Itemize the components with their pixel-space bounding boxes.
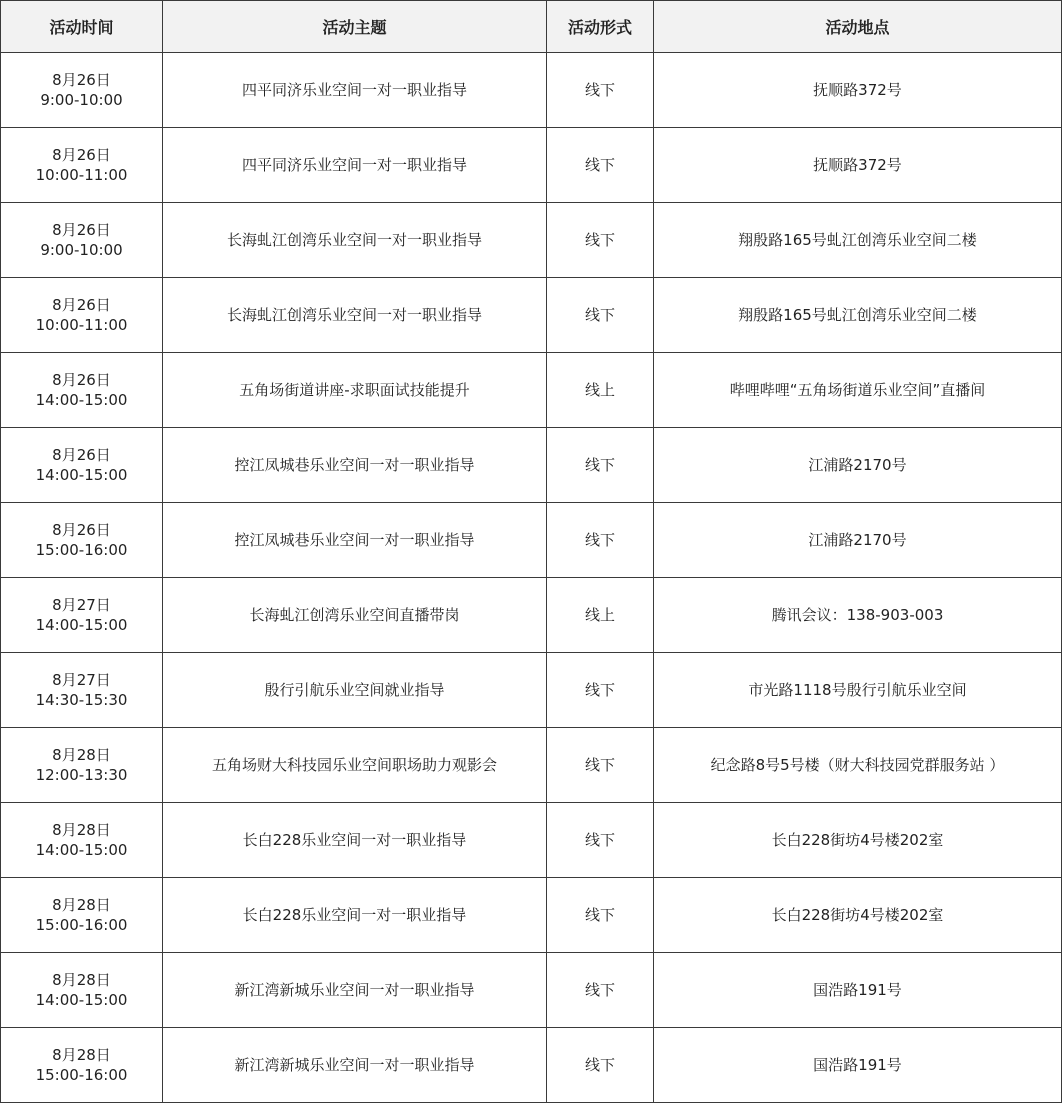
cell-time [1,128,163,203]
cell-time [1,503,163,578]
table-row [1,803,1062,878]
cell-topic: 长白228乐业空间一对一职业指导 [163,803,547,878]
activity-time-range: 12:00-13:30 [35,766,128,784]
cell-place: 国浩路191号 [654,1028,1062,1103]
cell-time [1,203,163,278]
cell-form: 线下 [547,203,654,278]
cell-topic: 长白228乐业空间一对一职业指导 [163,878,547,953]
cell-place: 江浦路2170号 [654,503,1062,578]
table-row [1,428,1062,503]
activity-date: 8月28日 [52,971,111,989]
cell-form: 线下 [547,428,654,503]
cell-form: 线下 [547,728,654,803]
cell-form: 线下 [547,278,654,353]
cell-topic: 控江凤城巷乐业空间一对一职业指导 [163,428,547,503]
cell-form: 线下 [547,653,654,728]
table-row [1,953,1062,1028]
cell-place: 纪念路8号5号楼（财大科技园党群服务站 ） [654,728,1062,803]
table-row [1,53,1062,128]
cell-place: 长白228街坊4号楼202室 [654,878,1062,953]
cell-place: 长白228街坊4号楼202室 [654,803,1062,878]
activity-date: 8月26日 [52,296,111,314]
activity-date: 8月28日 [52,896,111,914]
activity-date: 8月28日 [52,821,111,839]
activity-time-range: 14:00-15:00 [35,466,128,484]
cell-topic: 新江湾新城乐业空间一对一职业指导 [163,1028,547,1103]
table-row [1,1028,1062,1103]
table-header [1,1,1062,53]
cell-topic: 控江凤城巷乐业空间一对一职业指导 [163,503,547,578]
cell-form: 线下 [547,878,654,953]
table-row [1,203,1062,278]
activity-time-range: 9:00-10:00 [40,241,123,259]
cell-form: 线下 [547,53,654,128]
activity-time-range: 14:00-15:00 [35,991,128,1009]
activity-date: 8月26日 [52,146,111,164]
cell-time [1,278,163,353]
activity-date: 8月26日 [52,71,111,89]
activity-date: 8月27日 [52,596,111,614]
cell-time [1,1028,163,1103]
cell-time [1,653,163,728]
cell-time [1,578,163,653]
activity-date: 8月28日 [52,746,111,764]
cell-time [1,953,163,1028]
table-row [1,728,1062,803]
activity-time-range: 15:00-16:00 [35,541,128,559]
cell-topic: 殷行引航乐业空间就业指导 [163,653,547,728]
cell-topic: 新江湾新城乐业空间一对一职业指导 [163,953,547,1028]
table-row [1,578,1062,653]
table-row [1,503,1062,578]
cell-place: 翔殷路165号虬江创湾乐业空间二楼 [654,278,1062,353]
header-form: 活动形式 [547,1,654,53]
cell-time [1,428,163,503]
cell-time [1,353,163,428]
cell-form: 线下 [547,503,654,578]
cell-place: 抚顺路372号 [654,53,1062,128]
cell-form: 线上 [547,578,654,653]
table-row [1,128,1062,203]
table-row [1,353,1062,428]
header-row [1,1,1062,53]
activity-date: 8月26日 [52,371,111,389]
cell-topic: 五角场街道讲座-求职面试技能提升 [163,353,547,428]
cell-time [1,53,163,128]
cell-form: 线下 [547,803,654,878]
cell-form: 线下 [547,128,654,203]
activity-time-range: 9:00-10:00 [40,91,123,109]
table-row [1,653,1062,728]
activity-date: 8月26日 [52,521,111,539]
cell-time [1,803,163,878]
cell-form: 线上 [547,353,654,428]
table-row [1,878,1062,953]
cell-form: 线下 [547,1028,654,1103]
cell-topic: 四平同济乐业空间一对一职业指导 [163,53,547,128]
activity-time-range: 14:00-15:00 [35,391,128,409]
cell-time [1,728,163,803]
cell-place: 哔哩哔哩“五角场街道乐业空间”直播间 [654,353,1062,428]
cell-place: 腾讯会议：138-903-003 [654,578,1062,653]
cell-topic: 四平同济乐业空间一对一职业指导 [163,128,547,203]
cell-topic: 长海虬江创湾乐业空间一对一职业指导 [163,278,547,353]
activity-time-range: 15:00-16:00 [35,916,128,934]
header-time: 活动时间 [1,1,163,53]
activity-time-range: 14:00-15:00 [35,616,128,634]
cell-place: 国浩路191号 [654,953,1062,1028]
header-topic: 活动主题 [163,1,547,53]
activity-date: 8月26日 [52,446,111,464]
header-place: 活动地点 [654,1,1062,53]
cell-topic: 长海虬江创湾乐业空间一对一职业指导 [163,203,547,278]
cell-form: 线下 [547,953,654,1028]
table-row [1,278,1062,353]
cell-time [1,878,163,953]
cell-place: 翔殷路165号虬江创湾乐业空间二楼 [654,203,1062,278]
cell-place: 抚顺路372号 [654,128,1062,203]
cell-topic: 长海虬江创湾乐业空间直播带岗 [163,578,547,653]
activity-time-range: 15:00-16:00 [35,1066,128,1084]
activity-time-range: 14:30-15:30 [35,691,128,709]
cell-place: 市光路1118号殷行引航乐业空间 [654,653,1062,728]
activity-time-range: 14:00-15:00 [35,841,128,859]
cell-topic: 五角场财大科技园乐业空间职场助力观影会 [163,728,547,803]
table-body [1,53,1062,1103]
activity-date: 8月27日 [52,671,111,689]
cell-place: 江浦路2170号 [654,428,1062,503]
activity-date: 8月26日 [52,221,111,239]
activity-time-range: 10:00-11:00 [35,316,128,334]
activity-time-range: 10:00-11:00 [35,166,128,184]
activity-date: 8月28日 [52,1046,111,1064]
